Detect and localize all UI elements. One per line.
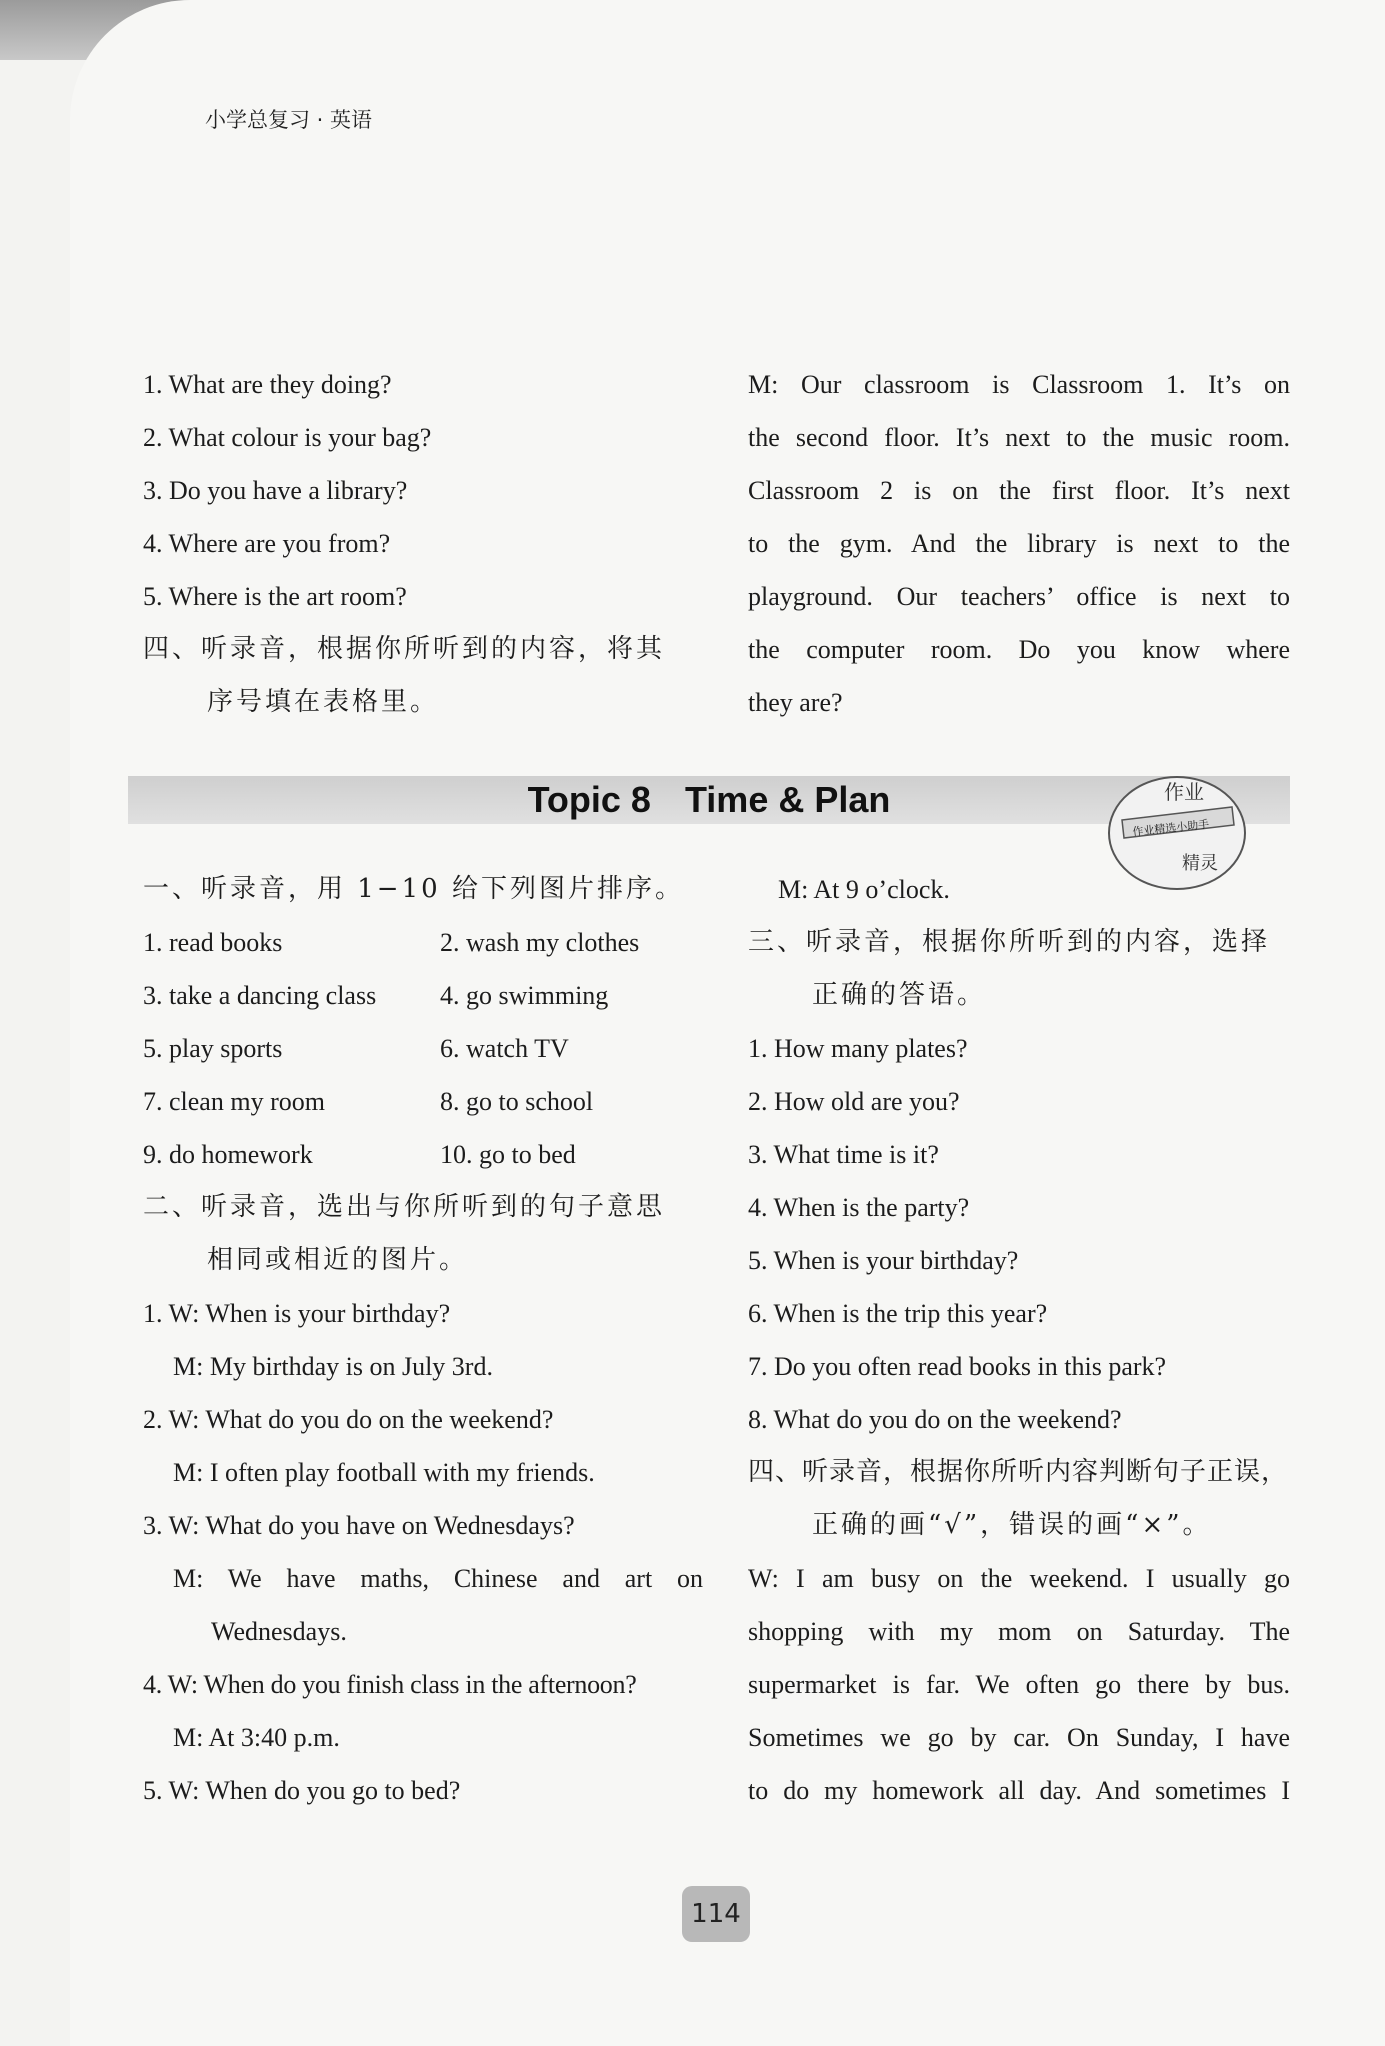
- passage-line: the computer room. Do you know where: [748, 635, 1290, 664]
- list-item: 1. How many plates?: [748, 1034, 968, 1063]
- lower-left-column: [143, 863, 703, 1817]
- list-item: 2. What colour is your bag?: [143, 423, 432, 452]
- list-item: 1. What are they doing?: [143, 370, 392, 399]
- list-item: [143, 1022, 703, 1075]
- dialogue-line: 3. W: What do you have on Wednesdays?: [143, 1511, 575, 1540]
- list-item: 6. When is the trip this year?: [748, 1299, 1048, 1328]
- picture-label: 7. clean my room: [143, 1087, 325, 1116]
- section-title: 二、听录音，选出与你所听到的句子意思: [143, 1192, 666, 1222]
- list-item: 2. How old are you?: [748, 1087, 960, 1116]
- passage-line: shopping with my mom on Saturday. The: [748, 1617, 1290, 1646]
- dialogue-line: 2. W: What do you do on the weekend?: [143, 1405, 554, 1434]
- passage-line: Classroom 2 is on the first floor. It’s next: [748, 476, 1290, 505]
- picture-label: 10. go to bed: [440, 1140, 576, 1169]
- topic-title: Time & Plan: [684, 779, 891, 820]
- dialogue-line: 4. W: When do you finish class in the afternoon?: [143, 1670, 637, 1699]
- picture-label: 8. go to school: [440, 1087, 594, 1116]
- list-item: 5. When is your birthday?: [748, 1246, 1019, 1275]
- section-title: 三、听录音，根据你所听到的内容，选择: [748, 927, 1271, 957]
- page-header: 小学总复习 · 英语: [205, 108, 373, 132]
- picture-label: 9. do homework: [143, 1140, 313, 1169]
- topic-number: Topic 8: [527, 779, 651, 820]
- stamp-band-text: 作业精选小助手: [1131, 817, 1210, 839]
- dialogue-line: M: At 9 o’clock.: [778, 875, 950, 904]
- dialogue-line: Wednesdays.: [211, 1617, 347, 1646]
- section-title: 四、听录音，根据你所听内容判断句子正误，: [748, 1457, 1289, 1487]
- passage-line: they are?: [748, 688, 843, 717]
- lower-right-column: [748, 863, 1290, 1817]
- picture-label: 2. wash my clothes: [440, 928, 640, 957]
- list-item: [143, 916, 703, 969]
- passage-line: to the gym. And the library is next to the: [748, 529, 1290, 558]
- stamp-bottom-text: 精灵: [1182, 853, 1218, 874]
- dialogue-line: 1. W: When is your birthday?: [143, 1299, 451, 1328]
- list-item: [143, 969, 703, 1022]
- section-title: 四、听录音，根据你所听到的内容，将其: [143, 634, 666, 664]
- section-title-cont: 相同或相近的图片。: [207, 1245, 469, 1275]
- page-number: 114: [682, 1886, 750, 1942]
- list-item: 4. When is the party?: [748, 1193, 970, 1222]
- passage-line: the second floor. It’s next to the music room.: [748, 423, 1290, 452]
- top-left-column: [143, 358, 703, 729]
- list-item: [143, 1075, 703, 1128]
- list-item: 3. What time is it?: [748, 1140, 939, 1169]
- passage-line: Sometimes we go by car. On Sunday, I have: [748, 1723, 1290, 1752]
- picture-label: 4. go swimming: [440, 981, 609, 1010]
- passage-line: W: I am busy on the weekend. I usually go: [748, 1564, 1290, 1593]
- dialogue-line: 5. W: When do you go to bed?: [143, 1776, 461, 1805]
- picture-label: 1. read books: [143, 928, 283, 957]
- list-item: 5. Where is the art room?: [143, 582, 407, 611]
- stamp-top-text: 作业: [1164, 780, 1204, 804]
- section-title-cont: 正确的画“√”，错误的画“×”。: [812, 1510, 1212, 1540]
- picture-label: 3. take a dancing class: [143, 981, 377, 1010]
- list-item: 7. Do you often read books in this park?: [748, 1352, 1167, 1381]
- picture-label: 6. watch TV: [440, 1034, 569, 1063]
- passage-line: playground. Our teachers’ office is next to: [748, 582, 1290, 611]
- top-right-passage: [748, 358, 1290, 729]
- section-title-cont: 序号填在表格里。: [207, 687, 440, 717]
- section-title-cont: 正确的答语。: [812, 980, 987, 1010]
- dialogue-line: M: We have maths, Chinese and art on: [173, 1564, 703, 1593]
- list-item: 4. Where are you from?: [143, 529, 391, 558]
- dialogue-line: M: I often play football with my friends.: [173, 1458, 595, 1487]
- passage-line: supermarket is far. We often go there by bus.: [748, 1670, 1290, 1699]
- section-title: 一、听录音，用 1−10 给下列图片排序。: [143, 874, 684, 904]
- dialogue-line: M: My birthday is on July 3rd.: [173, 1352, 493, 1381]
- dialogue-line: M: At 3:40 p.m.: [173, 1723, 340, 1752]
- passage-line: M: Our classroom is Classroom 1. It’s on: [748, 370, 1290, 399]
- list-item: 8. What do you do on the weekend?: [748, 1405, 1122, 1434]
- list-item: 3. Do you have a library?: [143, 476, 408, 505]
- passage-line: to do my homework all day. And sometimes I: [748, 1776, 1290, 1805]
- list-item: [143, 1128, 703, 1181]
- picture-label: 5. play sports: [143, 1034, 283, 1063]
